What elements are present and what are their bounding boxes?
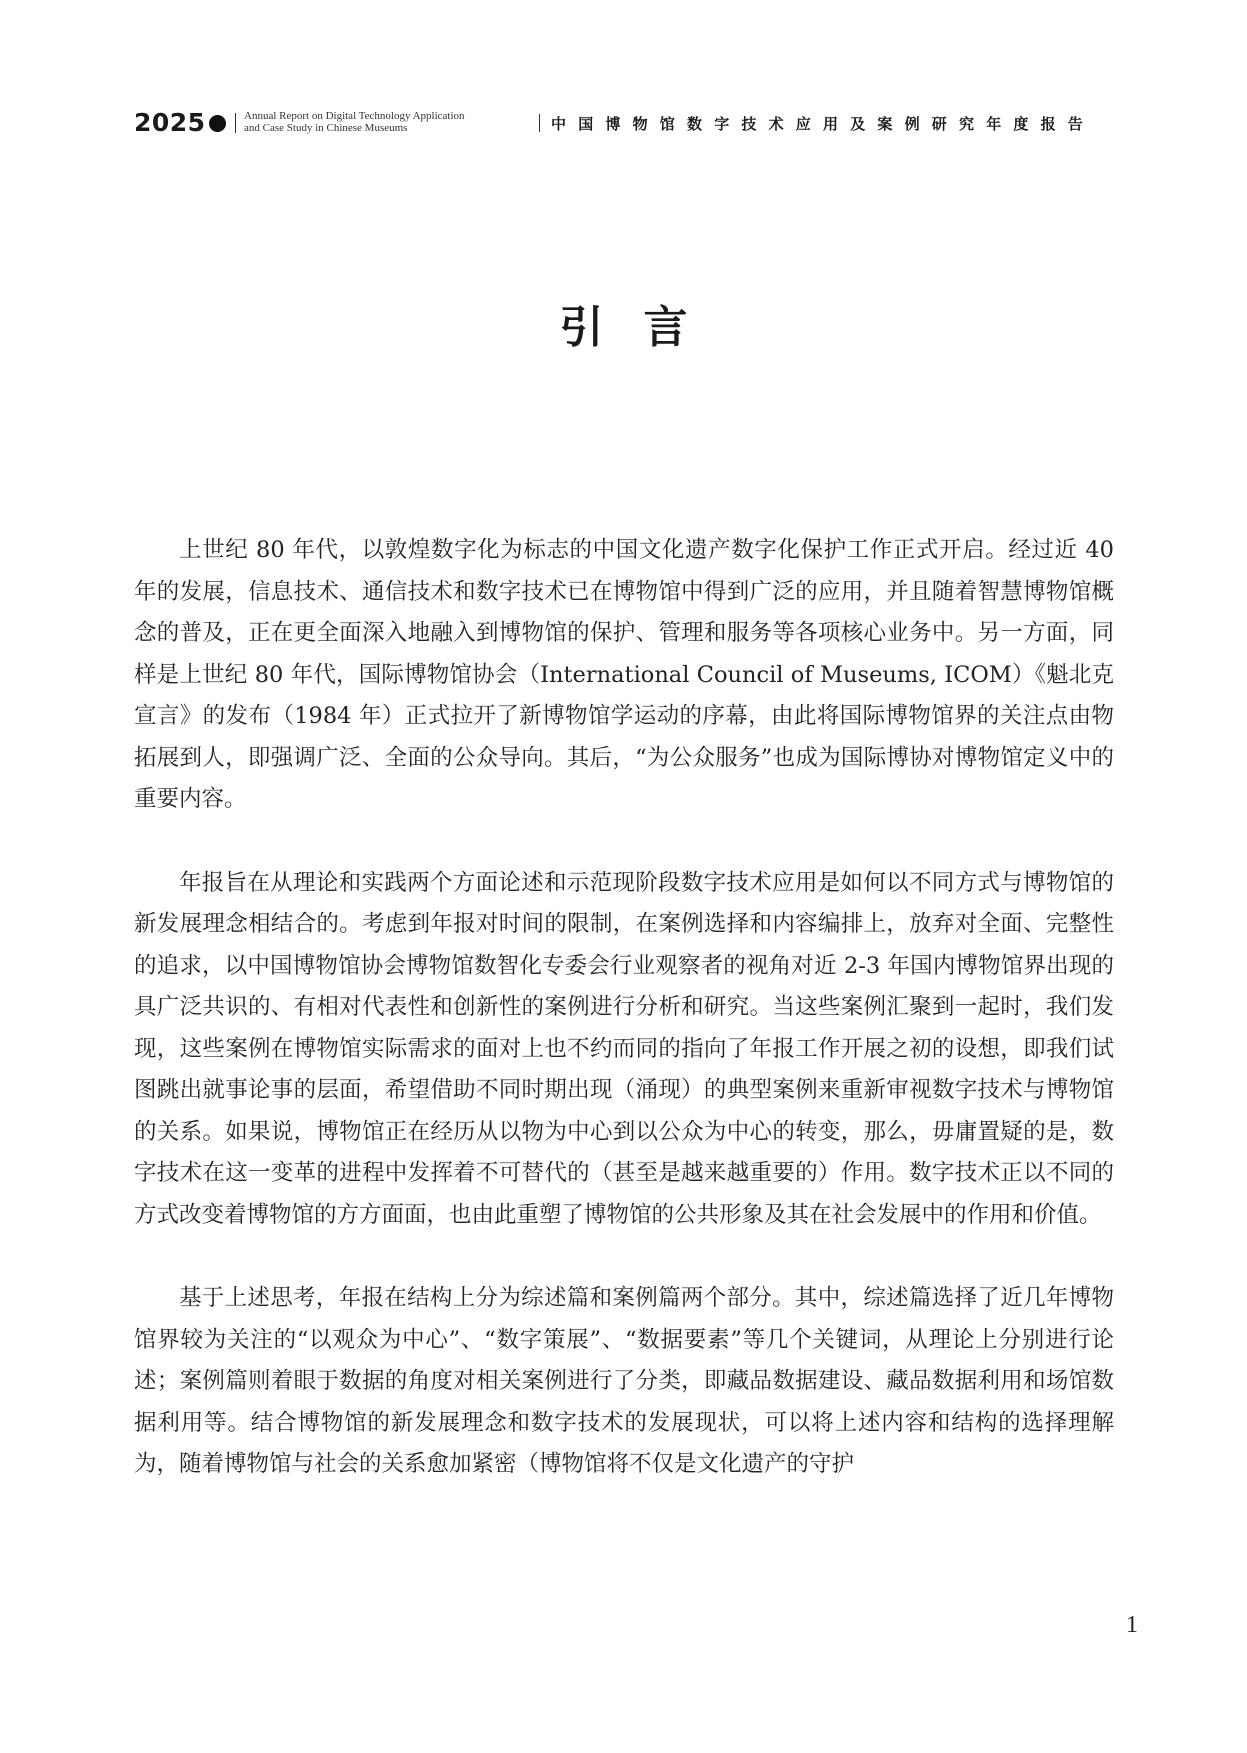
header-english-title: [244, 110, 465, 134]
paragraph: 年报旨在从理论和实践两个方面论述和示范现阶段数字技术应用是如何以不同方式与博物馆的新发展理念相结合的。考虑到年报对时间的限制，在案例选择和内容编排上，放弃对全面、完整性的追求，以中国博物馆协会博物馆数智化专委会行业观察者的视角对近 2-3 年国内博物馆界出现的具广泛共识的、有相对代表性和创新性的案例进行分析和研究。当这些案例汇聚到一起时，我们发现，这些案例在博物馆实际需求的面对上也不约而同的指向了年报工作开展之初的设想，即我们试图跳出就事论事的层面，希望借助不同时期出现（涌现）的典型案例来重新审视数字技术与博物馆的关系。如果说，博物馆正在经历从以物为中心到以公众为中心的转变，那么，毋庸置疑的是，数字技术在这一变革的进程中发挥着不可替代的（甚至是越来越重要的）作用。数字技术正以不同的方式改变着博物馆的方方面面，也由此重塑了博物馆的公共形象及其在社会发展中的作用和价值。: [134, 869, 1114, 1228]
header-divider: [539, 114, 540, 132]
paragraph: 上世纪 80 年代，以敦煌数字化为标志的中国文化遗产数字化保护工作正式开启。经过近 40 年的发展，信息技术、通信技术和数字技术已在博物馆中得到广泛的应用，并且随着智慧博物馆概念的普及，正在更全面深入地融入到博物馆的保护、管理和服务等各项核心业务中。另一方面，同样是上世纪 80 年代，国际博物馆协会（International Council of Museums, ICOM）《魁北克宣言》的发布（1984 年）正式拉开了新博物馆学运动的序幕，由此将国际博物馆界的关注点由物拓展到人，即强调广泛、全面的公众导向。其后，“为公众服务”也成为国际博协对博物馆定义中的重要内容。: [134, 537, 1114, 812]
running-header: [134, 106, 1114, 140]
header-divider: [235, 113, 236, 133]
header-chinese-title: 中国博物馆数字技术应用及案例研究年度报告: [551, 115, 1096, 133]
paragraph: 基于上述思考，年报在结构上分为综述篇和案例篇两个部分。其中，综述篇选择了近几年博物馆界较为关注的“以观众为中心”、“数字策展”、“数据要素”等几个关键词，从理论上分别进行论述；案例篇则着眼于数据的角度对相关案例进行了分类，即藏品数据建设、藏品数据利用和场馆数据利用等。结合博物馆的新发展理念和数字技术的发展现状，可以将上述内容和结构的选择理解为，随着博物馆与社会的关系愈加紧密（博物馆将不仅是文化遗产的守护: [134, 1285, 1114, 1477]
body-text: [134, 530, 1114, 1528]
header-year: 2025: [134, 108, 206, 137]
bullet-dot-icon: [209, 115, 226, 132]
header-english-title-line1: Annual Report on Digital Technology Application: [244, 110, 465, 122]
header-english-title-line2: and Case Study in Chinese Museums: [244, 122, 408, 134]
page-title: 引言: [559, 302, 728, 354]
page-number: 1: [1126, 1612, 1138, 1638]
